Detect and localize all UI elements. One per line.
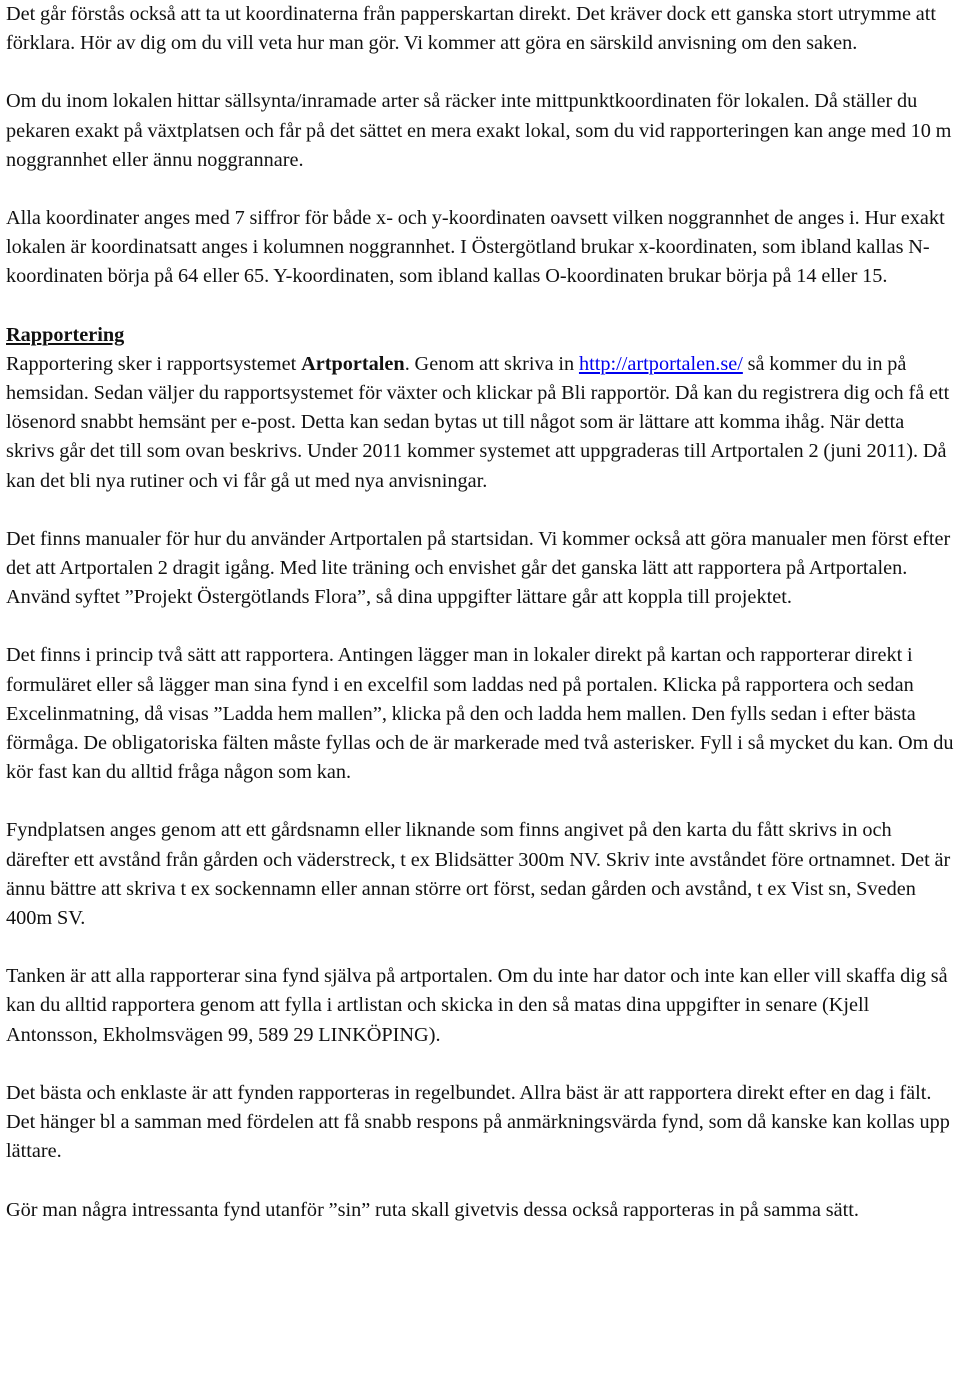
paragraph-manuals: Det finns manualer för hur du använder Artportalen på startsidan. Vi kommer också att göra manualer men först efter det att Artportalen 2 dragit igång. Med lite träning och envishet går det ganska lätt att rapportera på Artportalen. Använd syftet ”Projekt Östergötlands Flora”, så dina uppgifter lättare går att koppla till projektet. — [6, 527, 951, 609]
rapportering-text-2: . Genom att skriva in — [404, 352, 579, 375]
paragraph-rare-species: Om du inom lokalen hittar sällsynta/inramade arter så räcker inte mittpunktkoordinaten för lokalen. Då ställer du pekaren exakt på växtplatsen och får på det sättet en mera exakt lokal, som du vid rapporteringen kan ange med 10 m noggrannhet eller ännu noggrannare. — [6, 90, 952, 171]
rapportering-text-3: så kommer du in på hemsidan. Sedan väljer du rapportsystemet för växter och klickar på Bli rapportör. Då kan du registrera dig och få ett lösenord snabbt hemsänt per e-post. Detta kan sedan bytas ut till något som är lättare att komma ihåg. När detta skrivs går det till som ovan beskrivs. Under 2011 kommer systemet att uppgraderas till Artportalen 2 (juni 2011). Då kan det bli nya rutiner och vi får gå ut med nya anvisningar. — [6, 352, 950, 492]
paragraph-two-ways: Det finns i princip två sätt att rapportera. Antingen lägger man in lokaler direkt på kartan och rapporterar direkt i formuläret eller så lägger man sina fynd i en excelfil som laddas ned på portalen. Klicka på rapportera och sedan Excelinmatning, då visas ”Ladda hem mallen”, klicka på den och ladda hem mallen. Den fylls sedan i efter bästa förmåga. De obligatoriska fälten måste fyllas och de är markerade med två asterisker. Fyll i så mycket du kan. Om du kör fast kan du alltid fråga någon som kan. — [6, 644, 954, 784]
rapportering-text-1: Rapportering sker i rapportsystemet — [6, 352, 302, 375]
paragraph-outside-square: Gör man några intressanta fynd utanför ”sin” ruta skall givetvis dessa också rapporteras in på samma sätt. — [6, 1198, 859, 1221]
paragraph-location: Fyndplatsen anges genom att ett gårdsnamn eller liknande som finns angivet på den karta du fått skrivs in och därefter ett avstånd från gården och väderstreck, t ex Blidsätter 300m NV. Skriv inte avståndet före ortnamnet. Det är ännu bättre att skriva t ex sockennamn eller annan större ort först, sedan gården och avstånd, t ex Vist sn, Sveden 400m SV. — [6, 819, 951, 930]
artportalen-name: Artportalen — [301, 352, 405, 375]
paragraph-self-reporting: Tanken är att alla rapporterar sina fynd själva på artportalen. Om du inte har dator och inte kan eller vill skaffa dig så kan du alltid rapportera genom att fylla i artlistan och skicka in den så matas dina uppgifter in senare (Kjell Antonsson, Ekholmsvägen 99, 589 29 LINKÖPING). — [6, 965, 948, 1046]
document-page — [6, 0, 956, 1254]
paragraph-regular-reporting: Det bästa och enklaste är att fynden rapporteras in regelbundet. Allra bäst är att rapportera direkt efter en dag i fält. Det hänger bl a samman med fördelen att få snabb respons på anmärkningsvärda fynd, som då kanske kan kollas upp lättare. — [6, 1081, 950, 1163]
section-rapportering — [6, 321, 956, 496]
paragraph-coordinate-digits: Alla koordinater anges med 7 siffror för både x- och y-koordinaten oavsett vilken noggrannhet de anges i. Hur exakt lokalen är koordinatsatt anges i kolumnen noggrannhet. I Östergötland brukar x-koordinaten, som ibland kallas N-koordinaten börja på 64 eller 65. Y-koordinaten, som ibland kallas O-koordinaten brukar börja på 14 eller 15. — [6, 207, 945, 288]
artportalen-link[interactable]: http://artportalen.se/ — [578, 352, 743, 375]
section-heading: Rapportering — [6, 323, 125, 346]
paragraph-coordinates-paper-map: Det går förstås också att ta ut koordinaterna från papperskartan direkt. Det kräver dock ett ganska stort utrymme att förklara. Hör av dig om du vill veta hur man gör. Vi kommer att göra en särskild anvisning om den saken. — [6, 3, 937, 55]
